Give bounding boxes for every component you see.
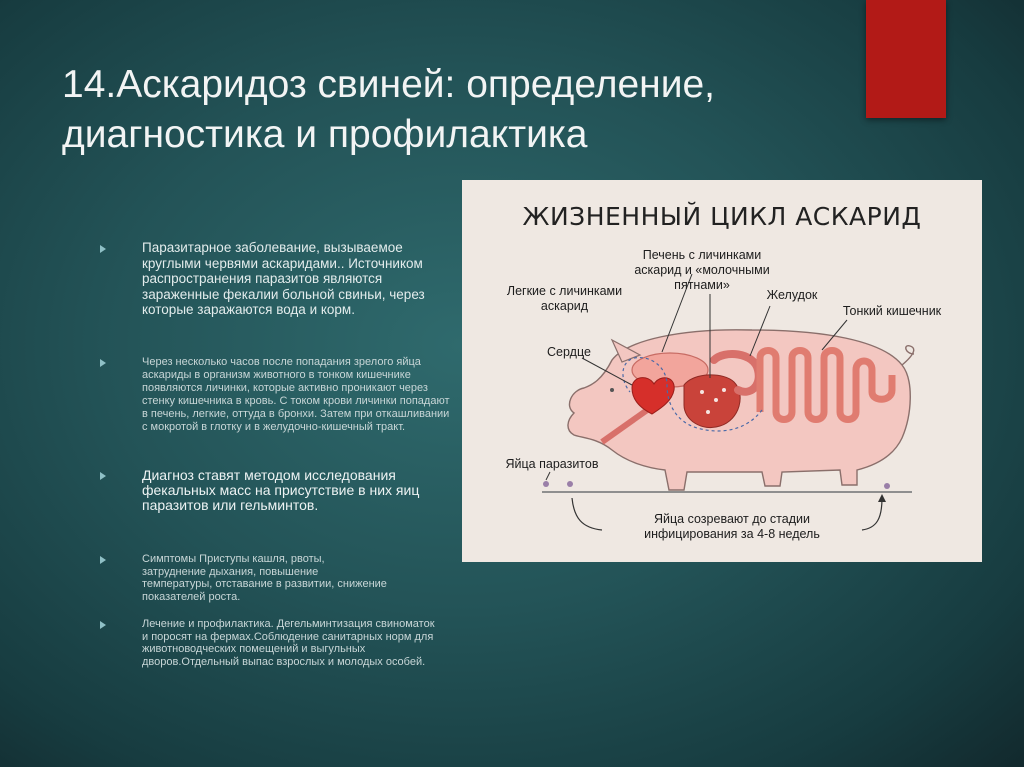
lifecycle-diagram — [462, 180, 982, 562]
bullet-text: Симптомы Приступы кашля, рвоты, затруднение дыхания, повышение температуры, отставание в развитии, снижение показателей роста. — [142, 553, 387, 603]
label-lungs: Легкие с личинками аскарид — [506, 284, 623, 313]
egg — [567, 481, 573, 487]
bullet-text: Паразитарное заболевание, вызываемое круглыми червями аскаридами.. Источником распространения паразитов являются зараженные фекалии больной свиньи, через которые заражаются вода и корм. — [142, 240, 425, 317]
pig-tail — [902, 346, 914, 365]
slide-title — [62, 60, 852, 160]
egg — [884, 483, 890, 489]
bullet-text: Через несколько часов после попадания зрелого яйца аскариды в организм животного в тонком кишечнике появляются личинки, которые активно проникают через стенку кишечника в кровь. С током крови личинки попадают в печень, легкие, оттуда в бронхи. Затем при откашливании с мокротой в глотку и в желудочно-кишечный тракт. — [142, 356, 450, 433]
label-liver: Печень с личинками аскарид и «молочными пятнами» — [634, 248, 770, 292]
slide-title-line-1: 14.Аскаридоз свиней: определение, — [62, 63, 716, 106]
maturation-arrow-left — [572, 498, 602, 530]
red-accent-tab — [866, 0, 946, 118]
bullet-text: Лечение и профилактика. Дегельминтизация свиноматок и поросят на фермах.Соблюдение санитарных норм для животноводческих помещений и выгульных дворов.Отдельный выпас взрослых и молодых особей. — [142, 618, 435, 668]
label-stomach: Желудок — [766, 288, 818, 302]
triangle-arrow-icon — [100, 359, 106, 367]
pig-eye — [610, 388, 614, 392]
triangle-arrow-icon — [100, 245, 106, 253]
label-eggs: Яйца паразитов — [505, 457, 599, 471]
pig-illustration — [462, 180, 982, 562]
bullet-text: Диагноз ставят методом исследования фекальных масс на присутствие в них яиц паразитов или гельминтов. — [142, 467, 420, 513]
label-maturation: Яйца созревают до стадии инфицирования за 4-8 недель — [644, 512, 820, 541]
diagram-title: ЖИЗНЕННЫЙ ЦИКЛ АСКАРИД — [522, 202, 922, 231]
label-heart: Сердце — [547, 345, 591, 359]
label-small-intestine: Тонкий кишечник — [842, 304, 942, 318]
triangle-arrow-icon — [100, 556, 106, 564]
liver — [684, 375, 740, 428]
triangle-arrow-icon — [100, 621, 106, 629]
egg — [543, 481, 549, 487]
triangle-arrow-icon — [100, 472, 106, 480]
maturation-arrow-right — [862, 498, 882, 530]
slide-title-line-2: диагностика и профилактика — [62, 113, 588, 156]
